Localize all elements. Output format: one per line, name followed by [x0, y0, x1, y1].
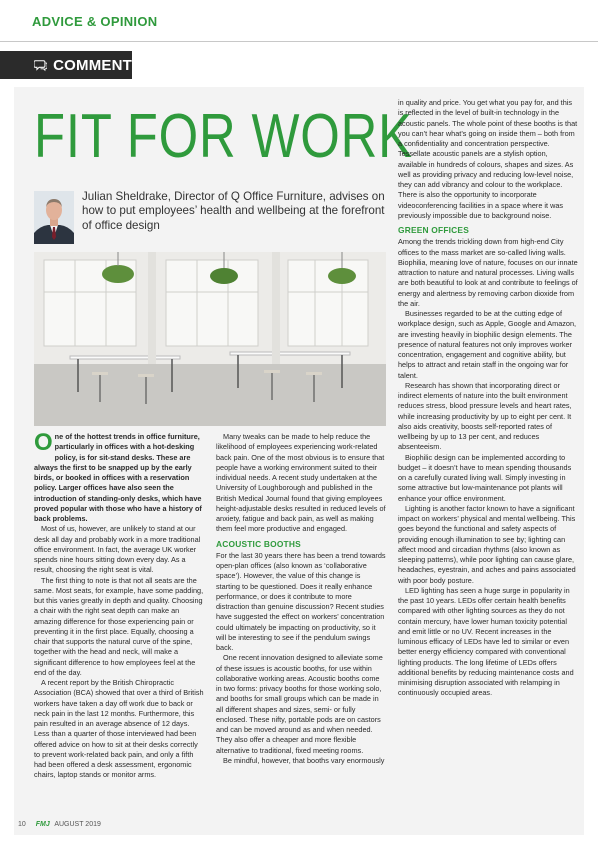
section-label: ADVICE & OPINION [32, 14, 158, 29]
speech-bubble-icon [34, 58, 47, 73]
drop-cap: O [34, 429, 53, 456]
headline: FIT FOR WORK [34, 102, 413, 171]
issue-date: AUGUST 2019 [54, 821, 101, 828]
paragraph: Biophilic design can be implemented according to budget – it doesn’t have to mean spending thousands on a carefully curated living wall. Simply investing in some attractive but low-maintenance pot plants will enhance your office environment. [398, 452, 572, 503]
paragraph: Businesses regarded to be at the cutting edge of workplace design, such as Apple, Google and Amazon, are investing heavily in biophilic design elements. The presence of natural features not only improves worker concentration, engagement and cognitive ability, but helps to attract and retain staff in the ongoing war for talent. [398, 309, 577, 380]
paragraph: LED lighting has seen a huge surge in popularity in the past 10 years. LEDs offer certain health benefits compared with other lighting sources as they do not contain mercury, have lower human toxicity potential and emit little or no UV. Recent increases in the luminous efficacy of LEDs have led to similar or even better energy efficiency compared with conventional lighting products. The long lifetime of LEDs offers additional benefits by reducing maintenance costs and minimising disruption associated with relamping in continuously occupied areas. [398, 585, 574, 698]
paragraph: in quality and price. You get what you pay for, and this is reflected in the level of built-in technology in the acoustic panels. The whole point of these booths is that you can’t hear what’s going on inside them – both from a confidentiality and concentration perspective. Tessellate acoustic panels are a stylish option, available in hundreds of colours, shapes and sizes. As well as providing privacy and reducing low-level noise, they can add vibrancy and colour to the workplace. There is also the opportunity to incorporate videoconferencing facilities in a space where it was previously impossible due to background noise. [398, 98, 578, 220]
page-footer [18, 821, 101, 828]
paragraph: For the last 30 years there has been a trend towards open-plan offices (also known as ‘collaborative space’). However, the value of this change is starting to be questioned. Does it really enhance performance, or does it contribute to more distraction than genuine discussion? Recent studies have suggested the effect on workers’ concentration could ultimately be impacting on productivity, so it will be interesting to see if the pendulum swings back. [216, 550, 386, 652]
paragraph: Research has shown that incorporating direct or indirect elements of nature into the built environment reduces stress, blood pressure levels and heart rates, while increasing productivity by up to eight per cent. It also aids creativity, boosts self-reported rates of wellbeing by up to 13 per cent, and reduces absenteeism. [398, 380, 572, 452]
paragraph: One recent innovation designed to alleviate some of these issues is acoustic booths, for use within collaborative working areas. Acoustic booths come in two forms: privacy booths for those working solo, and booths for small groups which can be made in all different shapes and sizes, semi- or fully enclosed. These nifty, portable pods are on castors and can be moved around as and when needed. They also offer a cheaper and more flexible alternative to traditional, fixed meeting rooms. [216, 653, 383, 755]
article-column-3 [398, 98, 578, 699]
article-column-1 [34, 429, 204, 781]
paragraph: Many tweaks can be made to help reduce the likelihood of employees experiencing work-related back pain. One of the most obvious is to ensure that people have a working environment suited to their individual needs. A recent study undertaken at the University of Loughborough and published in the British Medical Journal found that giving employees height-adjustable desks resulted in reduced levels of anxiety, fatigue and back pain, as well as making them feel more productive and engaged. [216, 432, 386, 534]
header-divider [0, 41, 598, 42]
magazine-logo: FMJ [35, 821, 50, 828]
subheading-green-offices: GREEN OFFICES [398, 225, 470, 235]
comment-tag [0, 51, 132, 79]
paragraph: Lighting is another factor known to have a significant impact on workers’ physical and mental wellbeing. This goes beyond the functional and safety aspects of providing enough illumination to see by; lighting can affect mood and circadian rhythms (also known as sleeping patterns), while poor lighting can cause glare, headaches, eyestrain, and aches and pains associated with poor body posture. [398, 503, 576, 585]
lead-paragraph: One of the hottest trends in office furniture, particularly in offices with a hot-desking policy, is for sit-stand desks. These are always the first to be snapped up by the early birds, or booked in offices with a reservation policy. Larger offices have also seen the introduction of standing-only desks, which have proved popular with those who have a history of back problems. [34, 429, 202, 523]
comment-tag-label: COMMENT [53, 56, 132, 74]
subheading-acoustic-booths: ACOUSTIC BOOTHS [216, 538, 301, 549]
article-column-2 [216, 432, 386, 766]
standfirst: Julian Sheldrake, Director of Q Office Furniture, advises on how to put employees’ health and wellbeing at the forefront of office design [82, 190, 385, 232]
paragraph: Most of us, however, are unlikely to stand at our desk all day and probably work in a more traditional office environment. In fact, the average UK worker spends nine hours sitting down every day. As a result, choosing the right seat is vital. [34, 524, 201, 575]
paragraph: Among the trends trickling down from high-end City offices to the mass market are so-called living walls. Biophilia, meaning love of nature, focuses on our innate attraction to nature and natural processes. Living walls are both beautiful to look at and contribute to feelings of energy and alertness by removing carbon dioxide from the air. [398, 237, 578, 308]
paragraph: A recent report by the British Chiropractic Association (BCA) showed that over a third of British workers have taken a day off work due to back or neck pain in the last 12 months. Furthermore, this pain resulted in an average absence of 12 days. Less than a quarter of those interviewed had been offered advice on how to sit at their desks correctly to prevent work-related back pain, and only a fifth had been offered a desk assessment, ergonomic chairs, laptop stands or monitor arms. [34, 678, 204, 780]
author-portrait [34, 191, 74, 244]
page-number: 10 [18, 821, 26, 828]
office-photo [34, 252, 386, 426]
paragraph: Be mindful, however, that booths vary enormously [223, 755, 385, 765]
paragraph: The first thing to note is that not all seats are the same. Most seats, for example, have some padding, but this varies greatly in depth and quality. Choosing a chair with the right seat depth can make an amazing difference for those experiencing pain or preventing it in the first place. Equally, choosing a chair that supports the natural curve of the spine, together with the head and neck, will make a significant difference to how employees feel at the end of the day. [34, 575, 204, 677]
